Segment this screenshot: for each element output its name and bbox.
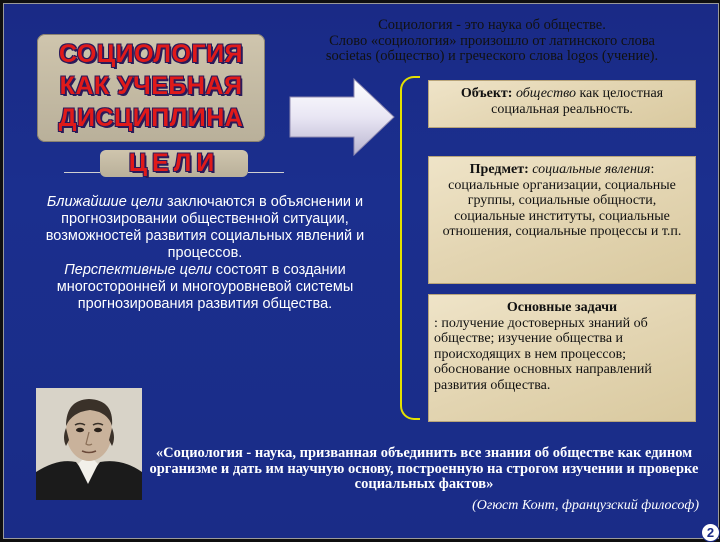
far-goals-label: Перспективные цели <box>64 262 212 278</box>
quote-author: (Огюст Конт, французский философ) <box>472 498 699 513</box>
title-line-1: СОЦИОЛОГИЯ <box>58 40 244 68</box>
intro-line-1: Социология - это наука об обществе. <box>378 17 606 33</box>
slide <box>3 3 719 539</box>
intro-text <box>272 18 712 65</box>
far-goals-text: состоят в создании многосторонней и многоуровневой системы прогнозирования развития общества. <box>56 262 354 312</box>
subject-label: Предмет: <box>469 162 529 177</box>
tasks-box <box>428 294 696 422</box>
title-line-2: КАК УЧЕБНАЯ <box>59 72 243 100</box>
slide-title <box>37 34 265 142</box>
tasks-label: Основные задачи <box>506 300 618 315</box>
subject-term: социальные явления <box>532 162 651 177</box>
divider-right <box>248 172 284 173</box>
goals-banner <box>100 150 248 177</box>
object-text: как целостная социальная реальность. <box>491 86 664 117</box>
goals-banner-text: ЦЕЛИ <box>128 149 220 177</box>
arrow-right-icon <box>288 77 396 157</box>
object-label: Объект: <box>460 86 513 101</box>
object-term: общество <box>515 86 576 101</box>
near-goals-text: заключаются в объяснении и прогнозировании общественной ситуации, возможностей развития социальных явлений и процессов. <box>45 194 365 261</box>
title-line-3: ДИСЦИПЛИНА <box>58 104 244 132</box>
page-number: 2 <box>701 523 720 542</box>
intro-line-2: Слово «социология» произошло от латинского слова <box>329 32 655 49</box>
goals-text <box>24 194 386 313</box>
bracket-line <box>400 76 420 420</box>
intro-line-3: societas (общество) и греческого слова logos (учение). <box>325 48 659 64</box>
object-box <box>428 80 696 128</box>
subject-text: : социальные организации, социальные группы, социальные общности, социальные институты, социальные отношения, социальные процессы и т.п. <box>442 162 682 239</box>
tasks-text: : получение достоверных знаний об обществе; изучение общества и происходящих в нем процессов; обоснование основных направлений развития общества. <box>434 315 652 393</box>
near-goals-label: Ближайшие цели <box>46 194 163 210</box>
subject-box <box>428 156 696 284</box>
quote-text: «Социология - наука, призванная объединить все знания об обществе как едином организме и дать им научную основу, построенную на строгом изучении и проверке социальных фактов» <box>149 445 699 492</box>
divider-left <box>64 172 100 173</box>
portrait-image <box>36 388 142 500</box>
